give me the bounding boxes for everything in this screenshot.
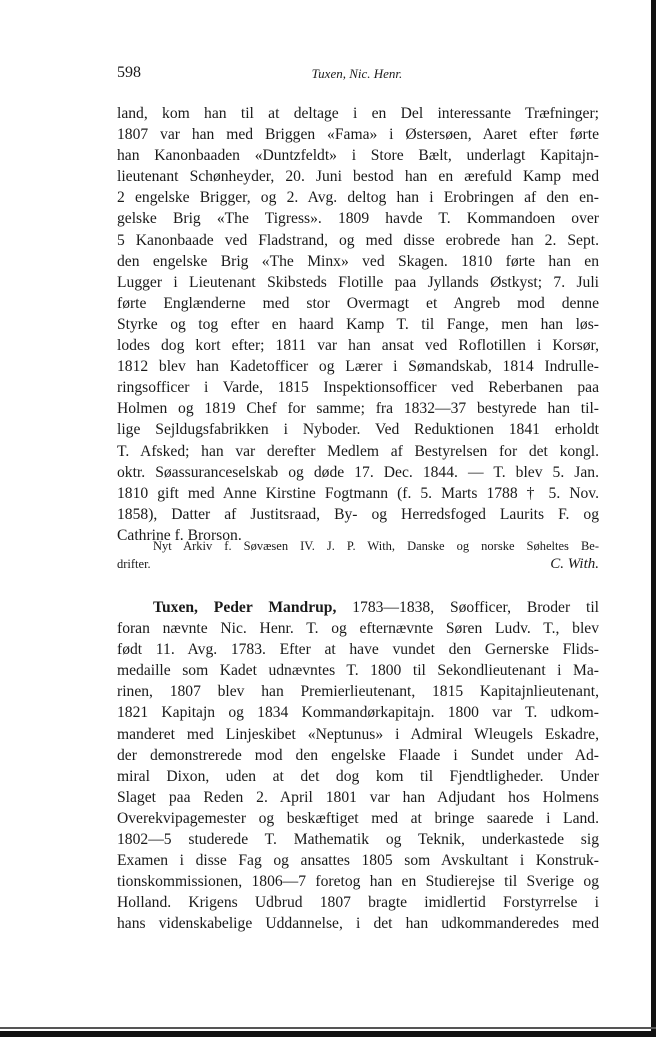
page-edge-right: [651, 0, 656, 1037]
text-line: oktr. Søassuranceselskab og døde 17. Dec. 1844. — T. blev 5. Jan.: [117, 463, 599, 481]
text-line: Cathrine f. Brorson.: [117, 526, 242, 544]
text-line: lieutenant Schønheyder, 20. Juni bestod han en ærefuld Kamp med: [117, 168, 599, 186]
entry-nic-henr-body: [117, 103, 599, 546]
entry-peder-mandrup-body: [117, 597, 599, 935]
text-line: manderet med Linjeskibet «Neptunus» i Admiral Wleugels Eskadre,: [117, 725, 599, 743]
text-line: Styrke og tog efter en haard Kamp T. til Fange, men han løs-: [117, 315, 599, 333]
text-line: 1802—5 studerede T. Mathematik og Teknik, underkastede sig: [117, 831, 599, 849]
text-line: 1810 gift med Anne Kirstine Fogtmann (f. 5. Marts 1788 † 5. Nov.: [117, 484, 599, 502]
text-line: tionskommissionen, 1806—7 foretog han en Studierejse til Sverige og: [117, 873, 599, 891]
text-line: 5 Kanonbaade ved Fladstrand, og med disse erobrede han 2. Sept.: [117, 231, 599, 249]
text-line: Holland. Krigens Udbrud 1807 bragte imidlertid Forstyrrelse i: [117, 894, 599, 912]
text-line: ringsofficer i Varde, 1815 Inspektionsofficer ved Reberbanen paa: [117, 379, 599, 397]
text-line: Slaget paa Reden 2. April 1801 var han Adjudant hos Holmens: [117, 788, 599, 806]
entry-heading-line: [117, 597, 599, 618]
page-header: [117, 64, 597, 86]
running-title: Tuxen, Nic. Henr.: [311, 66, 403, 81]
entry-heading-text: 1783—1838, Søofficer, Broder til: [352, 599, 599, 616]
text-line: der demonstrerede mod den engelske Flaade i Sundet under Ad-: [117, 746, 599, 764]
entry-headword: Tuxen, Peder Mandrup,: [153, 599, 337, 616]
author-signature: C. With.: [550, 556, 599, 572]
text-line: T. Afsked; han var derefter Medlem af Bestyrelsen for det kongl.: [117, 442, 599, 460]
text-line: han Kanonbaaden «Duntzfeldt» i Store Bælt, underlagt Kapitajn-: [117, 147, 599, 165]
text-line: den engelske Brig «The Minx» ved Skagen. 1810 førte han en: [117, 252, 599, 270]
page-number: 598: [117, 64, 141, 81]
reference-line: Nyt Arkiv f. Søvæsen IV. J. P. With, Danske og norske Søheltes Be-: [153, 539, 599, 553]
text-line: lodes dog kort efter; 1811 var han ansat ved Roflotillen i Korsør,: [117, 337, 599, 355]
text-line: Overekvipagemester og beskæftiget med at bringe saarede i Land.: [117, 809, 599, 827]
text-line: lige Sejldugsfabrikken i Nyboder. Ved Reduktionen 1841 erholdt: [117, 421, 599, 439]
text-line: rinen, 1807 blev han Premierlieutenant, 1815 Kapitajnlieutenant,: [117, 683, 599, 701]
text-line: Holmen og 1819 Chef for samme; fra 1832—37 bestyrede han til-: [117, 400, 599, 418]
text-line: 1807 var han med Briggen «Fama» i Østersøen, Aaret efter førte: [117, 126, 599, 144]
text-line: født 11. Avg. 1783. Efter at have vundet den Gernerske Flids-: [117, 641, 599, 659]
text-line: miral Dixon, uden at det dog kom til Fjendtligheder. Under: [117, 767, 599, 785]
text-line: 2 engelske Brigger, og 2. Avg. deltog han i Erobringen af den en-: [117, 189, 599, 207]
text-line: 1812 blev han Kadetofficer og Lærer i Sømandskab, 1814 Indrulle-: [117, 358, 599, 376]
text-line: førte Englænderne med stor Overmagt et Angreb mod denne: [117, 294, 599, 312]
text-line: 1858), Datter af Justitsraad, By- og Herredsfoged Laurits F. og: [117, 505, 599, 523]
reference-line-last: [117, 555, 599, 573]
text-line: Lugger i Lieutenant Skibsteds Flotille paa Jyllands Østkyst; 7. Juli: [117, 273, 599, 291]
entry-nic-henr-references: [117, 537, 599, 573]
text-line: foran nævnte Nic. Henr. T. og efternævnte Søren Ludv. T., blev: [117, 620, 599, 638]
text-line: medaille som Kadet udnævntes T. 1800 til Sekondlieutenant i Ma-: [117, 662, 599, 680]
text-line: land, kom han til at deltage i en Del interessante Træfninger;: [117, 105, 599, 122]
text-line: 1821 Kapitajn og 1834 Kommandørkapitajn. 1800 var T. udkom-: [117, 704, 599, 722]
page-edge-bottom: [0, 1031, 656, 1037]
page-edge-bottom-line: [0, 1027, 656, 1029]
text-line: Examen i disse Fag og ansattes 1805 som Avskultant i Konstruk-: [117, 852, 599, 870]
text-line: hans videnskabelige Uddannelse, i det han udkommanderedes med: [117, 915, 599, 933]
reference-text: drifter.: [117, 557, 151, 571]
text-line: gelske Brig «The Tigress». 1809 havde T. Kommandoen over: [117, 210, 599, 228]
